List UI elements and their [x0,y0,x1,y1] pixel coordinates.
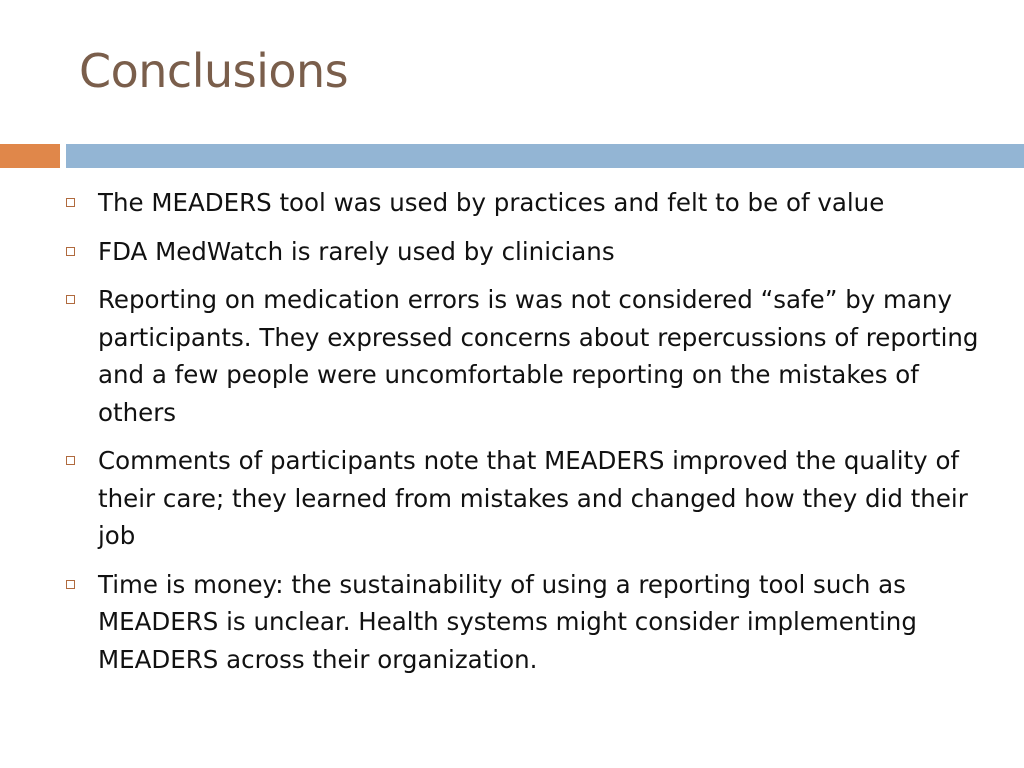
square-bullet-icon [66,456,75,465]
bullet-item [62,184,1002,222]
bullet-text: Comments of participants note that MEADERS improved the quality of their care; they learned from mistakes and changed how they did their job [98,446,968,550]
bullet-item [62,233,1002,271]
square-bullet-icon [66,295,75,304]
accent-bar-left [0,144,60,168]
slide-title: Conclusions [79,44,349,98]
bullet-item [62,566,1002,679]
accent-bar-right [66,144,1024,168]
bullet-list [62,184,1002,689]
bullet-text: Reporting on medication errors is was not considered “safe” by many participants. They expressed concerns about repercussions of reporting and a few people were uncomfortable reporting on the mistakes of others [98,285,979,427]
bullet-text: FDA MedWatch is rarely used by clinicians [98,236,615,266]
square-bullet-icon [66,247,75,256]
square-bullet-icon [66,580,75,589]
bullet-item [62,281,1002,431]
square-bullet-icon [66,198,75,207]
bullet-text: Time is money: the sustainability of using a reporting tool such as MEADERS is unclear. Health systems might consider implementing MEADERS across their organization. [98,569,917,674]
bullet-text: The MEADERS tool was used by practices and felt to be of value [98,188,885,217]
bullet-item [62,442,1002,555]
